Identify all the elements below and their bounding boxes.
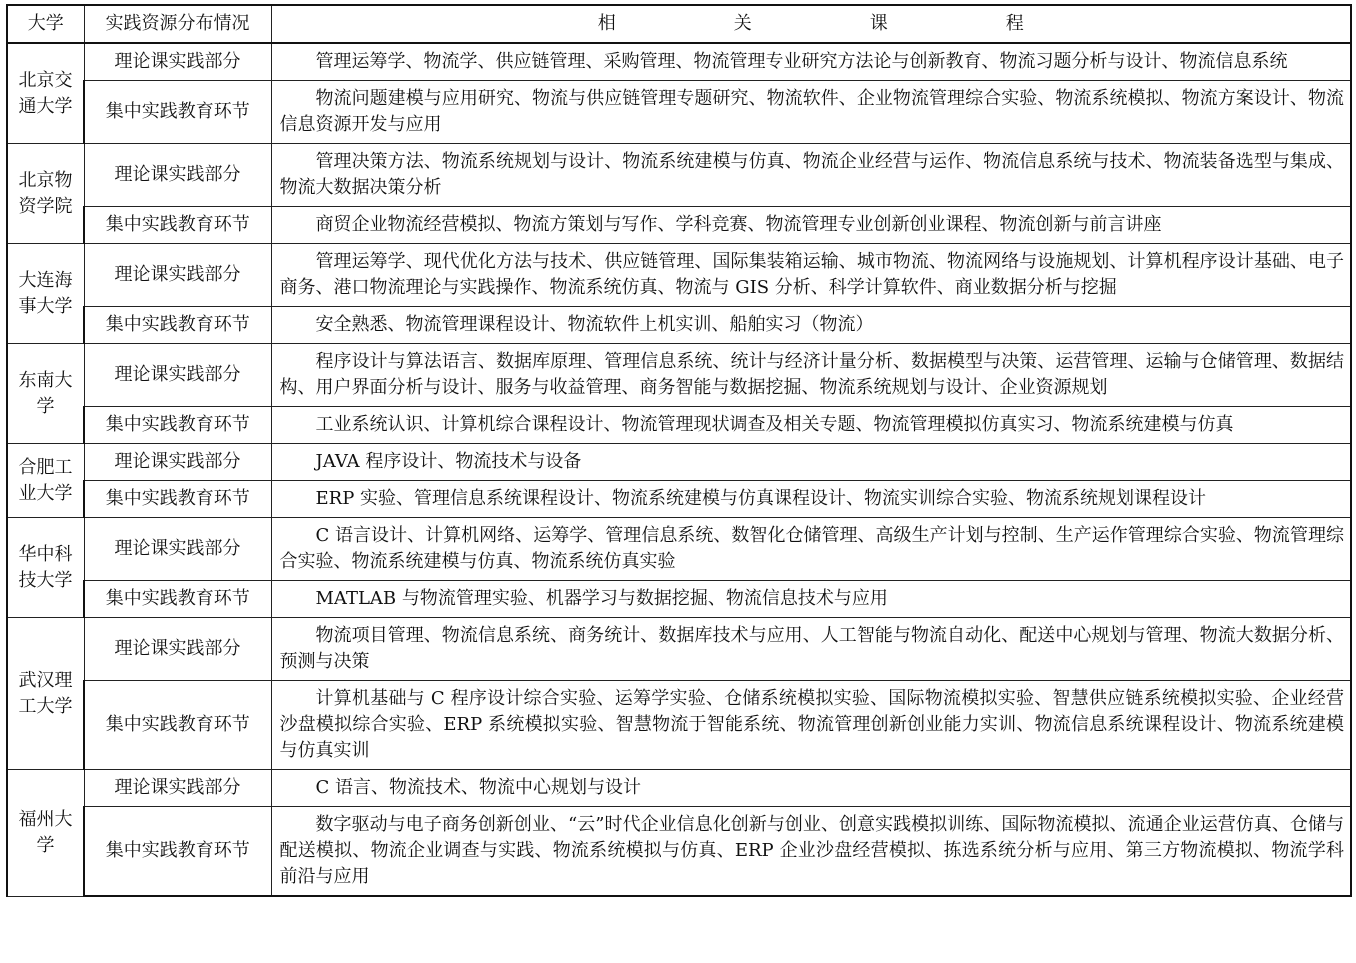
university-name-cell: 福州大 学 — [7, 770, 84, 897]
courses-cell: 物流问题建模与应用研究、物流与供应链管理专题研究、物流软件、企业物流管理综合实验、物流系统模拟、物流方案设计、物流信息资源开发与应用 — [271, 81, 1351, 144]
table-row — [7, 681, 1351, 770]
courses-cell: 物流项目管理、物流信息系统、商务统计、数据库技术与应用、人工智能与物流自动化、配送中心规划与管理、物流大数据分析、预测与决策 — [271, 618, 1351, 681]
table-row — [7, 807, 1351, 897]
header-courses: 相关课程 — [271, 5, 1351, 43]
section-type-cell: 集中实践教育环节 — [84, 681, 271, 770]
courses-cell: 商贸企业物流经营模拟、物流方策划与写作、学科竞赛、物流管理专业创新创业课程、物流创新与前言讲座 — [271, 207, 1351, 244]
table-row — [7, 344, 1351, 407]
table-row — [7, 244, 1351, 307]
section-type-cell: 集中实践教育环节 — [84, 207, 271, 244]
courses-cell: 计算机基础与 C 程序设计综合实验、运筹学实验、仓储系统模拟实验、国际物流模拟实验、智慧供应链系统模拟实验、企业经营沙盘模拟综合实验、ERP 系统模拟实验、智慧物流于智能系统、物流管理创新创业能力实训、物流信息系统课程设计、物流系统建模与仿真实训 — [271, 681, 1351, 770]
courses-cell: 管理运筹学、物流学、供应链管理、采购管理、物流管理专业研究方法论与创新教育、物流习题分析与设计、物流信息系统 — [271, 43, 1351, 81]
section-type-cell: 理论课实践部分 — [84, 444, 271, 481]
university-name-cell: 北京交 通大学 — [7, 43, 84, 144]
table-row — [7, 481, 1351, 518]
table-row — [7, 518, 1351, 581]
section-type-cell: 集中实践教育环节 — [84, 307, 271, 344]
section-type-cell: 理论课实践部分 — [84, 244, 271, 307]
courses-cell: 程序设计与算法语言、数据库原理、管理信息系统、统计与经济计量分析、数据模型与决策、运营管理、运输与仓储管理、数据结构、用户界面分析与设计、服务与收益管理、商务智能与数据挖掘、物流系统规划与设计、企业资源规划 — [271, 344, 1351, 407]
section-type-cell: 理论课实践部分 — [84, 144, 271, 207]
courses-cell: 数字驱动与电子商务创新创业、“云”时代企业信息化创新与创业、创意实践模拟训练、国际物流模拟、流通企业运营仿真、仓储与配送模拟、物流企业调查与实践、物流系统模拟与仿真、ERP 企业沙盘经营模拟、拣选系统分析与应用、第三方物流模拟、物流学科前沿与应用 — [271, 807, 1351, 897]
university-name-cell: 武汉理 工大学 — [7, 618, 84, 770]
table-row — [7, 444, 1351, 481]
university-name-cell: 北京物 资学院 — [7, 144, 84, 244]
header-distribution: 实践资源分布情况 — [84, 5, 271, 43]
table-row — [7, 770, 1351, 807]
table-row — [7, 207, 1351, 244]
table-body — [7, 43, 1351, 896]
section-type-cell: 集中实践教育环节 — [84, 807, 271, 897]
section-type-cell: 集中实践教育环节 — [84, 481, 271, 518]
courses-cell: 安全熟悉、物流管理课程设计、物流软件上机实训、船舶实习（物流） — [271, 307, 1351, 344]
courses-cell: 工业系统认识、计算机综合课程设计、物流管理现状调查及相关专题、物流管理模拟仿真实习、物流系统建模与仿真 — [271, 407, 1351, 444]
university-name-cell: 华中科 技大学 — [7, 518, 84, 618]
courses-cell: 管理运筹学、现代优化方法与技术、供应链管理、国际集装箱运输、城市物流、物流网络与设施规划、计算机程序设计基础、电子商务、港口物流理论与实践操作、物流系统仿真、物流与 GIS 分析、科学计算软件、商业数据分析与挖掘 — [271, 244, 1351, 307]
table-row — [7, 81, 1351, 144]
university-name-cell: 东南大 学 — [7, 344, 84, 444]
table-row — [7, 307, 1351, 344]
courses-cell: MATLAB 与物流管理实验、机器学习与数据挖掘、物流信息技术与应用 — [271, 581, 1351, 618]
section-type-cell: 集中实践教育环节 — [84, 81, 271, 144]
courses-cell: ERP 实验、管理信息系统课程设计、物流系统建模与仿真课程设计、物流实训综合实验、物流系统规划课程设计 — [271, 481, 1351, 518]
courses-cell: C 语言设计、计算机网络、运筹学、管理信息系统、数智化仓储管理、高级生产计划与控制、生产运作管理综合实验、物流管理综合实验、物流系统建模与仿真、物流系统仿真实验 — [271, 518, 1351, 581]
courses-cell: JAVA 程序设计、物流技术与设备 — [271, 444, 1351, 481]
table-header-row — [7, 5, 1351, 43]
university-name-cell: 合肥工 业大学 — [7, 444, 84, 518]
courses-cell: C 语言、物流技术、物流中心规划与设计 — [271, 770, 1351, 807]
table-row — [7, 407, 1351, 444]
courses-cell: 管理决策方法、物流系统规划与设计、物流系统建模与仿真、物流企业经营与运作、物流信息系统与技术、物流装备选型与集成、物流大数据决策分析 — [271, 144, 1351, 207]
section-type-cell: 集中实践教育环节 — [84, 581, 271, 618]
section-type-cell: 理论课实践部分 — [84, 518, 271, 581]
university-name-cell: 大连海 事大学 — [7, 244, 84, 344]
section-type-cell: 理论课实践部分 — [84, 618, 271, 681]
table-row — [7, 581, 1351, 618]
section-type-cell: 理论课实践部分 — [84, 770, 271, 807]
section-type-cell: 理论课实践部分 — [84, 344, 271, 407]
header-university: 大学 — [7, 5, 84, 43]
section-type-cell: 集中实践教育环节 — [84, 407, 271, 444]
table-row — [7, 618, 1351, 681]
table-row — [7, 144, 1351, 207]
course-table — [6, 4, 1352, 897]
table-row — [7, 43, 1351, 81]
section-type-cell: 理论课实践部分 — [84, 43, 271, 81]
